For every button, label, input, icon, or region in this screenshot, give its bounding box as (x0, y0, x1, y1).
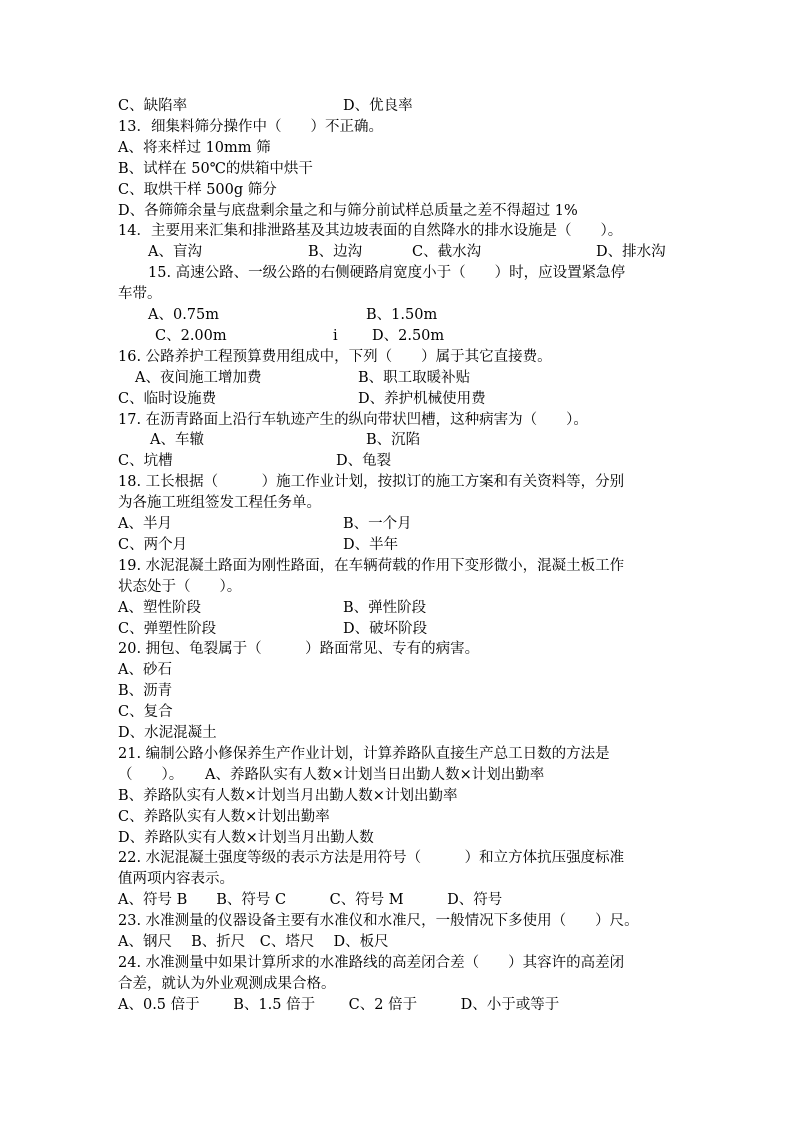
text-line-l42: 24. 水准测量中如果计算所求的水准路线的高差闭合差（ ）其容许的高差闭 (118, 955, 625, 971)
text-line-l12-part-2: D、2.50m (372, 328, 445, 344)
text-line-l31: D、水泥混凝土 (118, 725, 217, 741)
text-line-l40: 23. 水准测量的仪器设备主要有水准仪和水准尺，一般情况下多使用（ ）尺。 (118, 913, 639, 929)
text-line-l44: A、0.5 倍于 B、1.5 倍于 C、2 倍于 D、小于或等于 (118, 997, 560, 1013)
text-line-l22-part-1: D、半年 (343, 537, 399, 553)
text-line-l14-part-1: B、职工取暖补贴 (358, 370, 471, 386)
text-line-l27: 20. 拥包、龟裂属于（ ）路面常见、专有的病害。 (118, 641, 480, 657)
text-line-l33: （ ）。 A、养路队实有人数×计划当日出勤人数×计划出勤率 (118, 767, 545, 783)
text-line-l10: 车带。 (118, 286, 162, 302)
text-line-l18-part-1: D、龟裂 (336, 453, 392, 469)
text-line-l21-part-0: A、半月 (118, 516, 172, 532)
text-line-l26-part-1: D、破坏阶段 (343, 621, 428, 637)
text-line-l01-part-0: C、缺陷率 (118, 98, 188, 114)
text-line-l35: C、养路队实有人数×计划出勤率 (118, 809, 330, 825)
text-line-l09: 15. 高速公路、一级公路的右侧硬路肩宽度小于（ ）时，应设置紧急停 (148, 265, 626, 281)
text-line-l37: 22. 水泥混凝土强度等级的表示方法是用符号（ ）和立方体抗压强度标准 (118, 850, 625, 866)
text-line-l25-part-1: B、弹性阶段 (343, 600, 427, 616)
text-line-l01-part-1: D、优良率 (343, 98, 413, 114)
text-line-l06: D、各筛筛余量与底盘剩余量之和与筛分前试样总质量之差不得超过 1% (118, 203, 578, 219)
text-line-l04: B、试样在 50℃的烘箱中烘干 (118, 161, 313, 177)
text-line-l25-part-0: A、塑性阶段 (118, 600, 201, 616)
text-line-l28: A、砂石 (118, 662, 172, 678)
text-line-l11-part-0: A、0.75m (148, 307, 220, 323)
text-line-l16: 17. 在沥青路面上沿行车轨迹产生的纵向带状凹槽，这种病害为（ ）。 (118, 412, 588, 428)
text-line-l05: C、取烘干样 500g 筛分 (118, 182, 277, 198)
text-line-l11-part-1: B、1.50m (366, 307, 438, 323)
text-line-l36: D、养路队实有人数×计划当月出勤人数 (118, 830, 374, 846)
text-line-l43: 合差，就认为外业观测成果合格。 (118, 976, 336, 992)
text-line-l08-part-1: B、边沟 (308, 244, 363, 260)
text-line-l26-part-0: C、弹塑性阶段 (118, 621, 217, 637)
text-line-l20: 为各施工班组签发工程任务单。 (118, 495, 321, 511)
text-line-l07: 14．主要用来汇集和排泄路基及其边坡表面的自然降水的排水设施是（ ）。 (118, 223, 623, 239)
text-line-l38: 值两项内容表示。 (118, 871, 234, 887)
text-line-l13: 16. 公路养护工程预算费用组成中，下列（ ）属于其它直接费。 (118, 349, 552, 365)
text-line-l39: A、符号 B B、符号 C C、符号 M D、符号 (118, 892, 503, 908)
text-line-l15-part-1: D、养护机械使用费 (358, 391, 486, 407)
text-line-l12-part-0: C、2.00m (155, 328, 227, 344)
text-line-l17-part-0: A、车辙 (150, 432, 204, 448)
text-line-l08-part-0: A、盲沟 (148, 244, 202, 260)
text-line-l02: 13．细集料筛分操作中（ ）不正确。 (118, 119, 383, 135)
text-line-l03: A、将来样过 10mm 筛 (118, 140, 271, 156)
text-line-l41: A、钢尺 B、折尺 C、塔尺 D、板尺 (118, 934, 389, 950)
text-line-l21-part-1: B、一个月 (343, 516, 412, 532)
text-line-l15-part-0: C、临时设施费 (118, 391, 217, 407)
text-line-l08-part-3: D、排水沟 (596, 244, 666, 260)
text-line-l08-part-2: C、截水沟 (412, 244, 482, 260)
text-line-l22-part-0: C、两个月 (118, 537, 188, 553)
text-line-l32: 21. 编制公路小修保养生产作业计划，计算养路队直接生产总工日数的方法是 (118, 746, 610, 762)
text-line-l30: C、复合 (118, 704, 173, 720)
text-line-l14-part-0: A、夜间施工增加费 (135, 370, 262, 386)
text-line-l24: 状态处于（ ）。 (118, 579, 242, 595)
text-line-l34: B、养路队实有人数×计划当月出勤人数×计划出勤率 (118, 788, 458, 804)
text-line-l12-part-1: i (333, 328, 338, 344)
text-line-l29: B、沥青 (118, 683, 173, 699)
text-line-l23: 19. 水泥混凝土路面为刚性路面，在车辆荷载的作用下变形微小，混凝土板工作 (118, 558, 625, 574)
text-line-l19: 18. 工长根据（ ）施工作业计划，按拟订的施工方案和有关资料等，分别 (118, 474, 625, 490)
text-line-l18-part-0: C、坑槽 (118, 453, 173, 469)
text-line-l17-part-1: B、沉陷 (366, 432, 421, 448)
